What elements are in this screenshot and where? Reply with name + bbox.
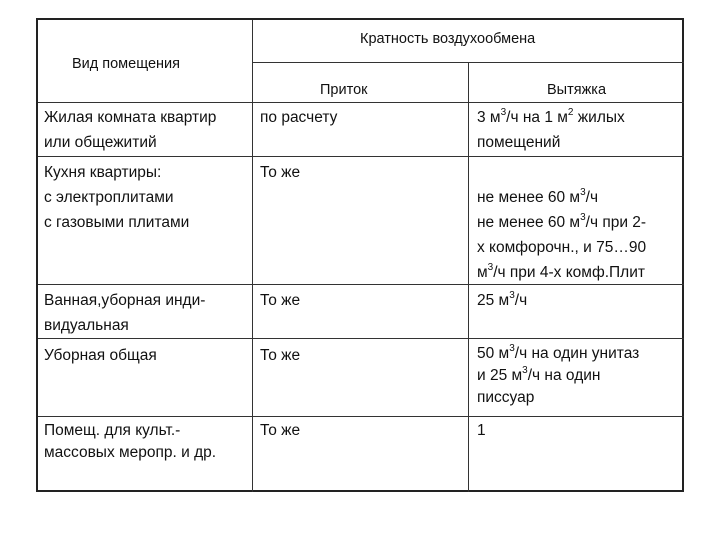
row1-exhaust: 3 $м^3/ч$ на 1 $м^2$ жилых помещений: [477, 106, 625, 151]
row-divider-4: [38, 416, 684, 417]
row5-room-line2: массовых меропр. и др.: [44, 444, 217, 461]
row-divider-1: [38, 156, 684, 157]
row4-room-line1: Уборная общая: [44, 347, 157, 364]
row1-room-line2: или общежитий: [44, 134, 157, 151]
header-air-exchange-rate: Кратность воздухообмена: [360, 31, 536, 47]
row5-supply: То же: [260, 422, 301, 439]
row2-room-line2: с электроплитами: [44, 189, 174, 206]
row3-room: [44, 288, 205, 338]
air-exchange-table: [36, 18, 684, 492]
row2-room-line1: Кухня квартиры:: [44, 164, 162, 181]
row1-supply: по расчету: [260, 109, 338, 126]
row4-exhaust: 50 $м^3/ч$ на один унитаз и 25 $м^3/ч$ на один писсуар: [477, 342, 640, 406]
row5-room: [44, 420, 216, 464]
row3-exhaust: 25 $м^3/ч$: [477, 289, 528, 309]
header-divider: [252, 62, 684, 63]
col-divider-2: [468, 62, 469, 492]
row2-supply: То же: [260, 164, 301, 181]
row3-room-line1: Ванная,уборная инди-: [44, 292, 206, 309]
row1-room: [44, 105, 216, 155]
row4-supply: То же: [260, 347, 301, 364]
row3-supply: То же: [260, 292, 301, 309]
row2-room: [44, 160, 189, 235]
header-room-type: Вид помещения: [72, 56, 180, 72]
row-divider-3: [38, 338, 684, 339]
row2-room-line3: с газовыми плитами: [44, 214, 190, 231]
header-exhaust: Вытяжка: [547, 82, 607, 98]
col-divider-1: [252, 20, 253, 492]
row5-room-line1: Помещ. для культ.-: [44, 422, 181, 439]
row2-exhaust: не менее 60 $м^3/ч$ не менее 60 $м^3/ч$ при 2- х комфорочн., и 75…90 $м^3/ч$ при 4-х комф.Плит: [477, 186, 647, 281]
row5-exhaust: 1: [477, 422, 486, 439]
row1-room-line1: Жилая комната квартир: [44, 109, 217, 126]
row4-room: [44, 343, 157, 368]
row3-room-line2: видуальная: [44, 317, 129, 334]
header-supply: Приток: [320, 82, 368, 98]
